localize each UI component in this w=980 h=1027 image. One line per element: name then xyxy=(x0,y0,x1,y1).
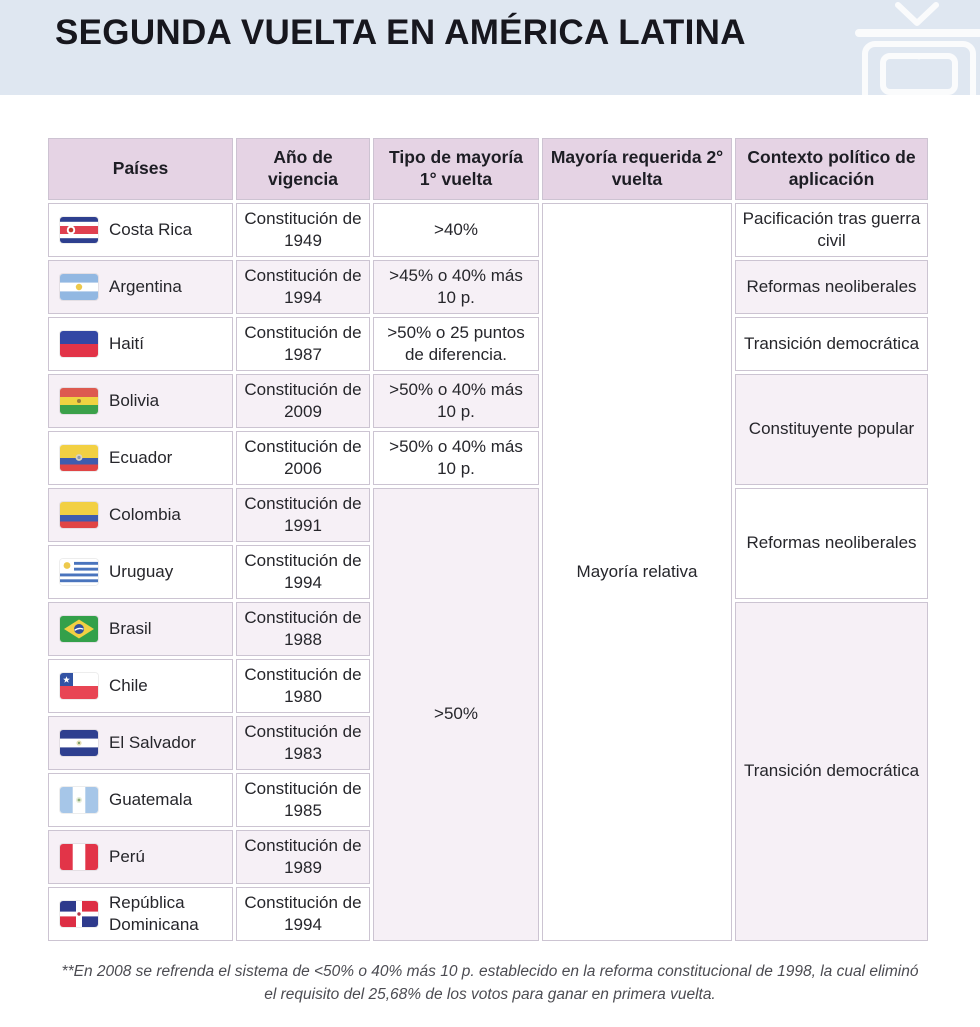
flag-icon-cr xyxy=(60,217,98,243)
country-label: Uruguay xyxy=(109,561,174,581)
column-header-mayoria-2-vuelta: Mayoría requerida 2° vuelta xyxy=(542,138,732,200)
context-cell: Transición democrática xyxy=(735,317,928,371)
table-header-row xyxy=(48,138,928,200)
table-row xyxy=(48,317,928,371)
country-label: Ecuador xyxy=(109,447,173,467)
country-label: Bolivia xyxy=(109,390,160,410)
majority-first-round-cell: >50% xyxy=(373,488,539,941)
flag-icon-do xyxy=(60,901,98,927)
year-cell: Constitución de 1994 xyxy=(236,260,370,314)
flag-icon-co xyxy=(60,502,98,528)
year-cell: Constitución de 1991 xyxy=(236,488,370,542)
country-label: Perú xyxy=(109,846,145,866)
context-cell: Constituyente popular xyxy=(735,374,928,485)
country-label: Costa Rica xyxy=(109,219,193,239)
flag-icon-gt xyxy=(60,787,98,813)
country-label: República Dominicana xyxy=(109,892,199,934)
table-row xyxy=(48,374,928,428)
flag-icon-ht xyxy=(60,331,98,357)
table-row xyxy=(48,488,928,542)
flag-icon-ar xyxy=(60,274,98,300)
table-row xyxy=(48,260,928,314)
country-label: El Salvador xyxy=(109,732,196,752)
country-cell xyxy=(48,431,233,485)
flag-icon-pe xyxy=(60,844,98,870)
context-cell: Transición democrática xyxy=(735,602,928,941)
flag-icon-br xyxy=(60,616,98,642)
context-cell: Pacificación tras guerra civil xyxy=(735,203,928,257)
year-cell: Constitución de 1949 xyxy=(236,203,370,257)
country-label: Chile xyxy=(109,675,148,695)
year-cell: Constitución de 1989 xyxy=(236,830,370,884)
country-cell xyxy=(48,317,233,371)
country-label: Argentina xyxy=(109,276,182,296)
year-cell: Constitución de 1994 xyxy=(236,545,370,599)
ballot-box-icon xyxy=(854,2,980,95)
majority-second-round-cell: Mayoría relativa xyxy=(542,203,732,941)
country-cell xyxy=(48,260,233,314)
majority-first-round-cell: >50% o 40% más 10 p. xyxy=(373,374,539,428)
country-cell xyxy=(48,659,233,713)
column-header-mayoria-1-vuelta: Tipo de mayoría 1° vuelta xyxy=(373,138,539,200)
second-round-table xyxy=(45,135,931,944)
country-label: Brasil xyxy=(109,618,152,638)
country-label: Colombia xyxy=(109,504,181,524)
country-cell xyxy=(48,488,233,542)
country-cell xyxy=(48,773,233,827)
column-header-contexto: Contexto político de aplicación xyxy=(735,138,928,200)
majority-first-round-cell: >50% o 40% más 10 p. xyxy=(373,431,539,485)
flag-icon-ec xyxy=(60,445,98,471)
page-header xyxy=(0,0,980,95)
year-cell: Constitución de 1994 xyxy=(236,887,370,941)
flag-icon-sv xyxy=(60,730,98,756)
year-cell: Constitución de 1988 xyxy=(236,602,370,656)
table-body xyxy=(48,203,928,941)
country-cell xyxy=(48,830,233,884)
country-cell xyxy=(48,545,233,599)
flag-icon-uy xyxy=(60,559,98,585)
year-cell: Constitución de 1983 xyxy=(236,716,370,770)
page-title: SEGUNDA VUELTA EN AMÉRICA LATINA xyxy=(55,13,746,52)
country-label: Guatemala xyxy=(109,789,193,809)
majority-first-round-cell: >50% o 25 puntos de diferencia. xyxy=(373,317,539,371)
flag-icon-bo xyxy=(60,388,98,414)
year-cell: Constitución de 1985 xyxy=(236,773,370,827)
context-cell: Reformas neoliberales xyxy=(735,488,928,599)
country-label: Haití xyxy=(109,333,144,353)
year-cell: Constitución de 2009 xyxy=(236,374,370,428)
context-cell: Reformas neoliberales xyxy=(735,260,928,314)
country-cell xyxy=(48,602,233,656)
country-cell xyxy=(48,203,233,257)
column-header-paises: Países xyxy=(48,138,233,200)
table-row xyxy=(48,203,928,257)
country-cell xyxy=(48,887,233,941)
flag-icon-cl xyxy=(60,673,98,699)
footnote: **En 2008 se refrenda el sistema de <50% o 40% más 10 p. establecido en la reforma constitucional de 1998, la cual eliminó el requisito del 25,68% de los votos para ganar en primera vuelta. xyxy=(61,963,919,1004)
country-cell xyxy=(48,374,233,428)
majority-first-round-cell: >45% o 40% más 10 p. xyxy=(373,260,539,314)
country-cell xyxy=(48,716,233,770)
year-cell: Constitución de 1980 xyxy=(236,659,370,713)
year-cell: Constitución de 2006 xyxy=(236,431,370,485)
year-cell: Constitución de 1987 xyxy=(236,317,370,371)
majority-first-round-cell: >40% xyxy=(373,203,539,257)
column-header-ano-vigencia: Año de vigencia xyxy=(236,138,370,200)
